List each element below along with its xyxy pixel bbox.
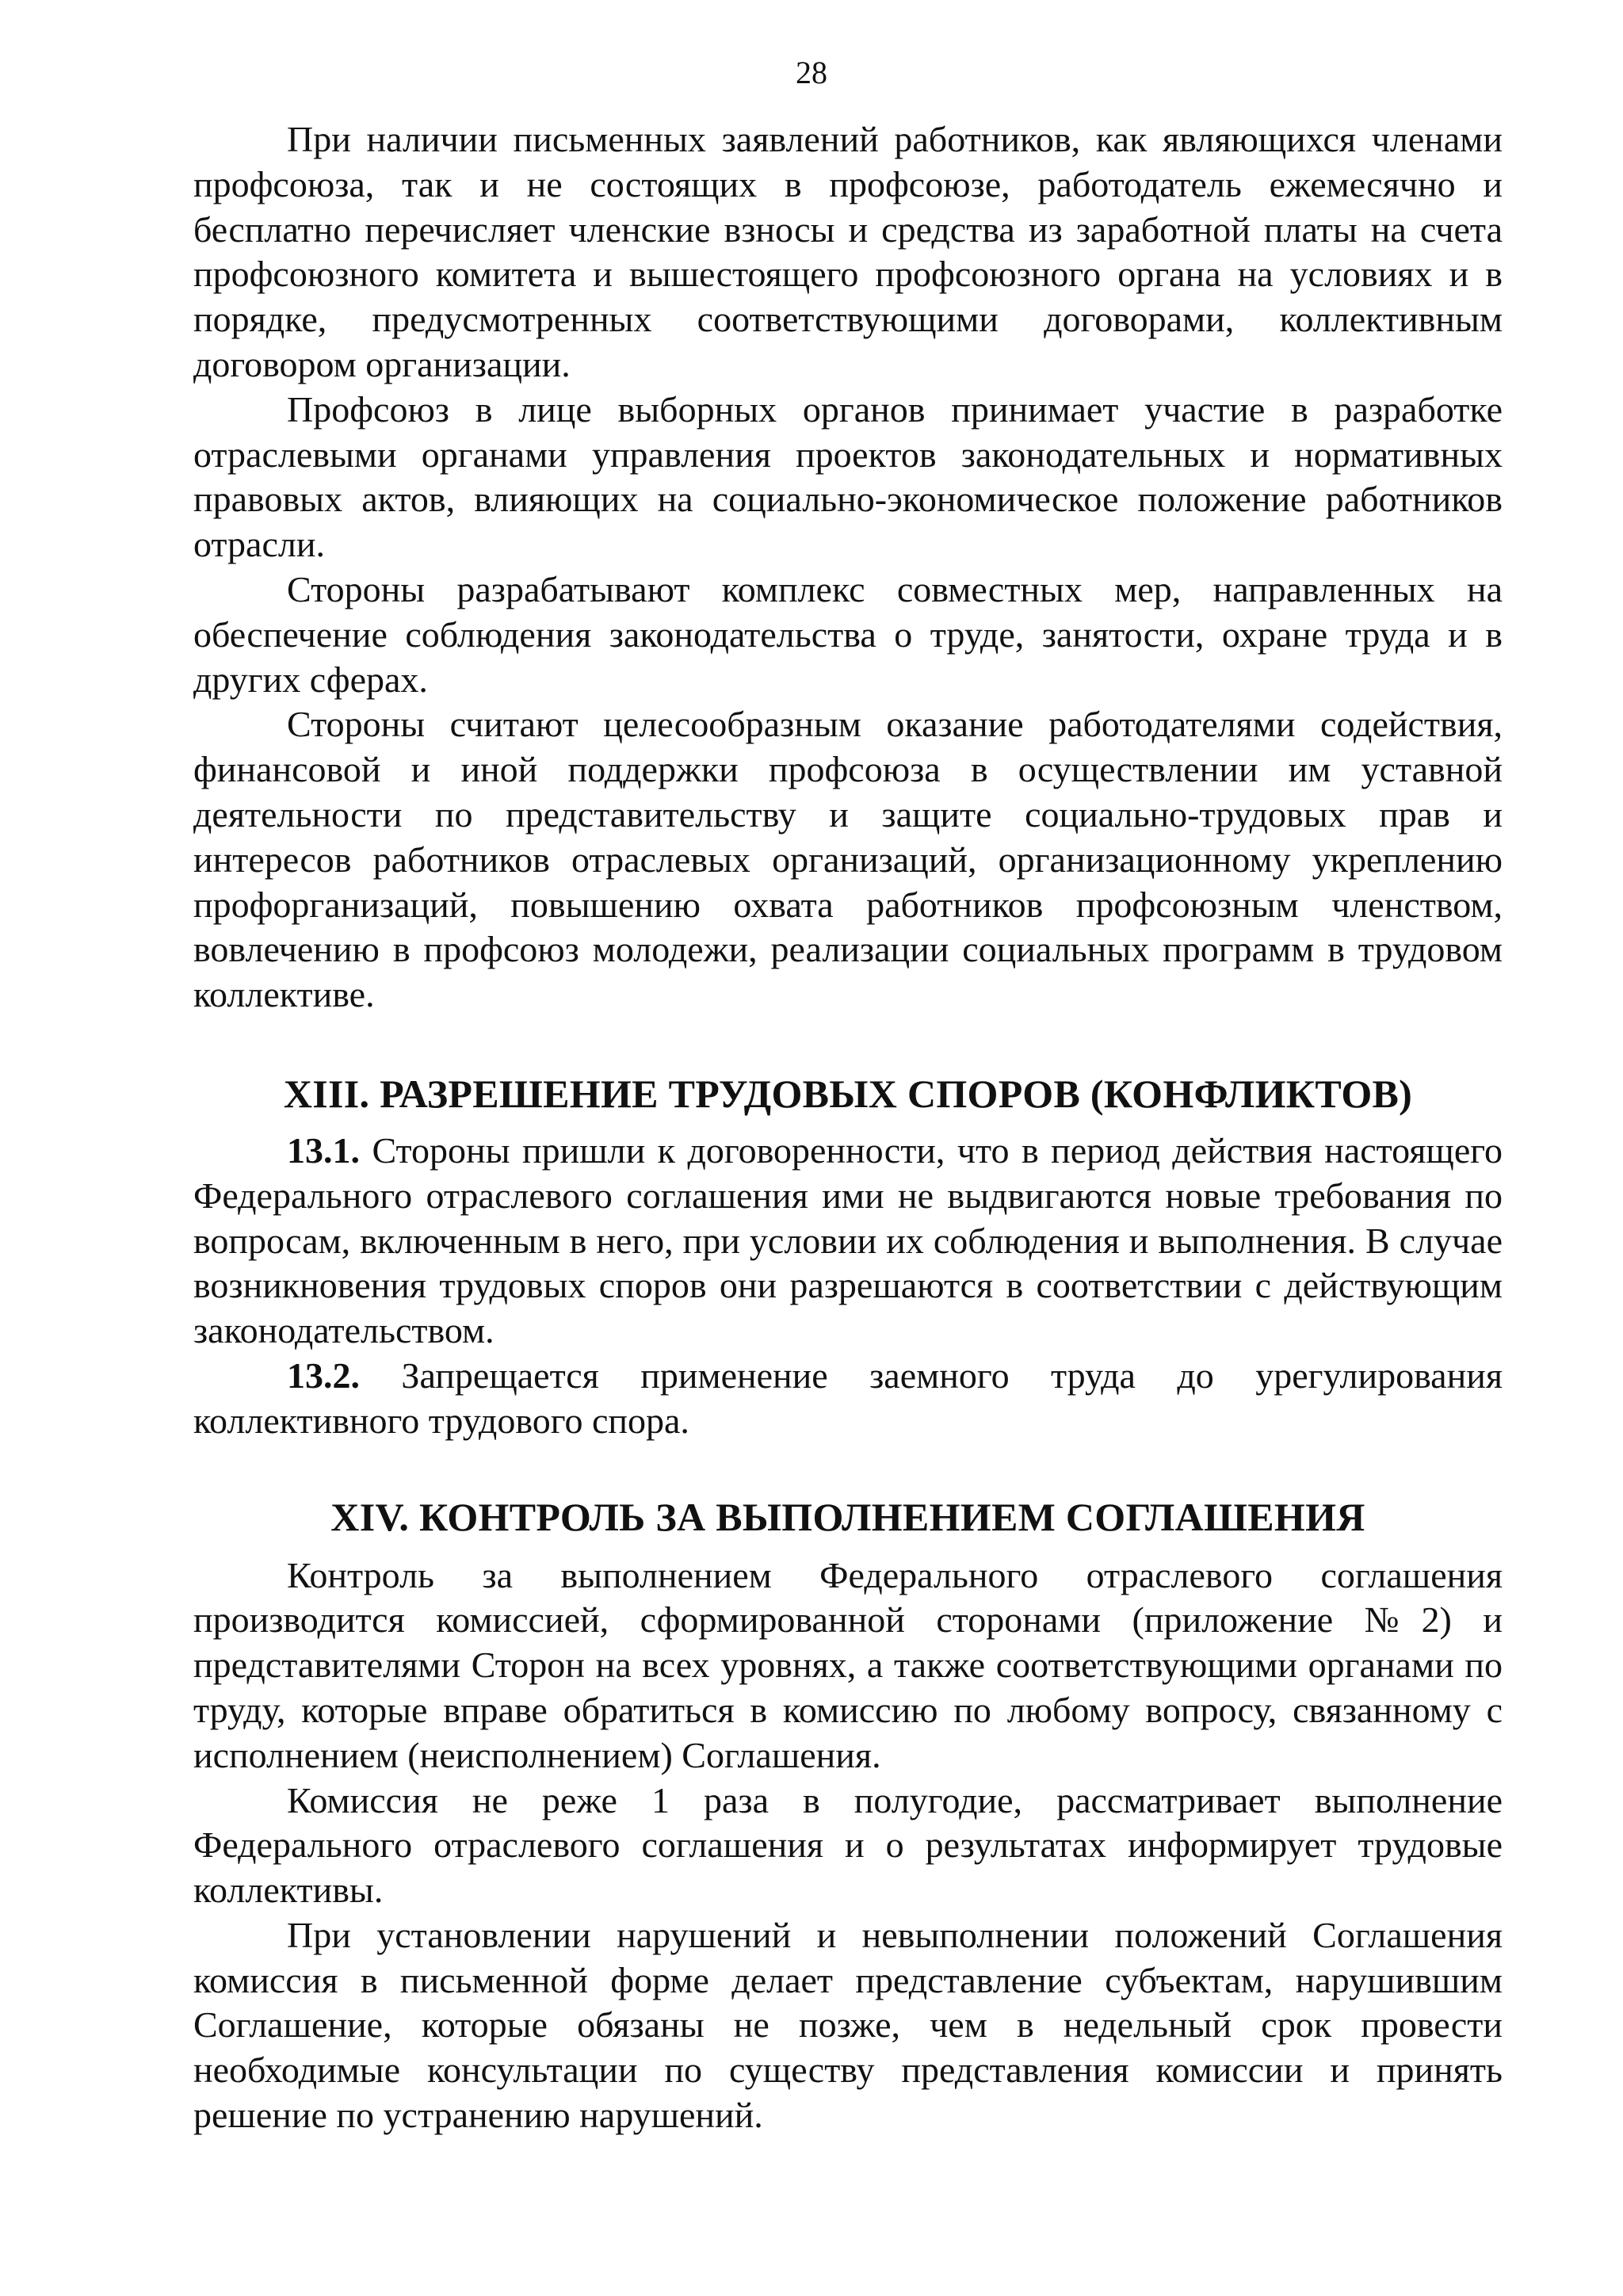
clause-text: Стороны пришли к договоренности, что в период действия настоящего Федерального отраслевого соглашения ими не выдвигаются новые требования по вопросам, включенным в него, при условии их соблюдения и выполнения. В случае возникновения трудовых споров они разрешаются в соответствии с действующим законодательством. [193, 1129, 1503, 1351]
paragraph: При наличии письменных заявлений работников, как являющихся членами профсоюза, так и не состоящих в профсоюзе, работодатель ежемесячно и бесплатно перечисляет членские взносы и средства из заработной платы на счета профсоюзного комитета и вышестоящего профсоюзного органа на условиях и в порядке, предусмотренных соответствующими договорами, коллективным договором организации. [193, 119, 1503, 384]
paragraph: Профсоюз в лице выборных органов принимает участие в разработке отраслевыми органами управления проектов законодательных и нормативных правовых актов, влияющих на социально-экономическое положение работников отрасли. [193, 388, 1503, 565]
clause-number: 13.1. [287, 1129, 360, 1171]
paragraph: Комиссия не реже 1 раза в полугодие, рассматривает выполнение Федерального отраслевого соглашения и о результатах информирует трудовые коллективы. [193, 1779, 1503, 1911]
section-heading: XIII. РАЗРЕШЕНИЕ ТРУДОВЫХ СПОРОВ (КОНФЛИКТОВ) [283, 1071, 1413, 1116]
paragraph: Контроль за выполнением Федерального отраслевого соглашения производится комиссией, сформированной сторонами (приложение №2) и представителями Сторон на всех уровнях, а также соответствующими органами по труду, которые вправе обратиться в комиссию по любому вопросу, связанному с исполнением (неисполнением) Соглашения. [193, 1554, 1503, 1775]
section-heading: XIV. КОНТРОЛЬ ЗА ВЫПОЛНЕНИЕМ СОГЛАШЕНИЯ [330, 1494, 1365, 1539]
clause-text: Запрещается применение заемного труда до урегулирования коллективного трудового спора. [193, 1354, 1503, 1441]
paragraph: Стороны разрабатывают комплекс совместных мер, направленных на обеспечение соблюдения законодательства о труде, занятости, охране труда и в других сферах. [193, 568, 1503, 700]
paragraph: Стороны считают целесообразным оказание работодателями содействия, финансовой и иной поддержки профсоюза в осуществлении им уставной деятельности по представительству и защите социально-трудовых прав и интересов работников отраслевых организаций, организационному укреплению профорганизаций, повышению охвата работников профсоюзным членством, вовлечению в профсоюз молодежи, реализации социальных программ в трудовом коллективе. [193, 704, 1503, 1015]
clause-paragraph [193, 1354, 1503, 1444]
clause-number: 13.2. [287, 1354, 360, 1396]
page-content [193, 117, 1503, 2138]
paragraph: При установлении нарушений и невыполнении положений Соглашения комиссия в письменной форме делает представление субъектам, нарушившим Соглашение, которые обязаны не позже, чем в недельный срок провести необходимые консультации по существу представления комиссии и принять решение по устранению нарушений. [193, 1914, 1503, 2136]
clause-paragraph [193, 1129, 1503, 1354]
page-number: 28 [796, 55, 827, 90]
